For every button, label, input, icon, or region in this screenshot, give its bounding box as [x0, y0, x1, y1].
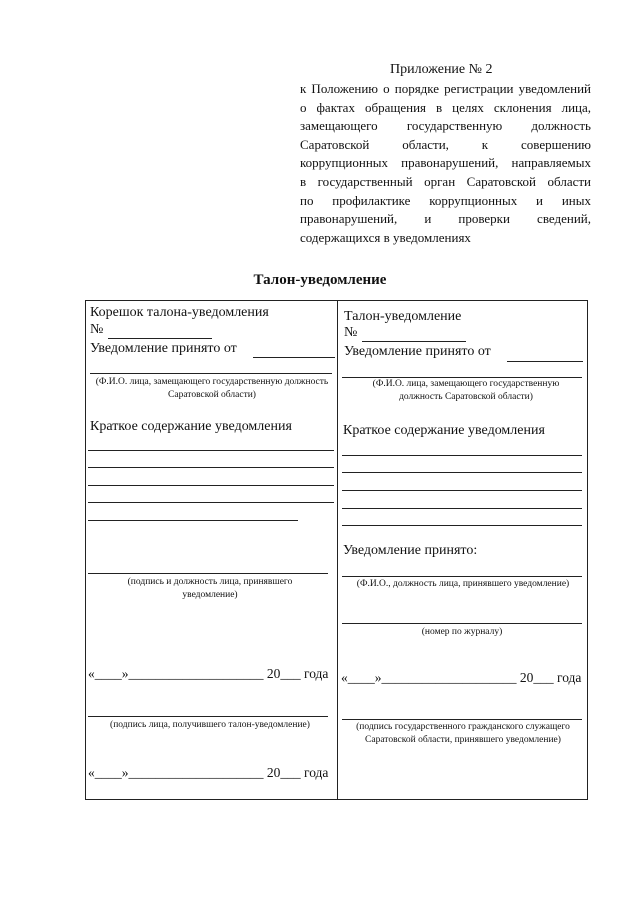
stub-summary-line[interactable] — [88, 502, 334, 503]
coupon-summary-line[interactable] — [342, 472, 582, 473]
appendix-line: к Положению о порядке регистрации уведомлений — [300, 81, 591, 96]
stub-recipient-caption: (подпись лица, получившего талон-уведомление) — [110, 720, 310, 730]
appendix-line: коррупционных правонарушений, направляемых — [300, 155, 591, 171]
coupon-servant-line[interactable] — [342, 719, 582, 720]
coupon-summary-line[interactable] — [342, 508, 582, 509]
coupon-summary-label: Краткое содержание уведомления — [343, 423, 545, 438]
coupon-acceptor-caption: (Ф.И.О., должность лица, принявшего уведомление) — [356, 579, 570, 589]
coupon-date[interactable]: «____»____________________ 20___ года — [341, 670, 582, 685]
appendix-description — [300, 80, 591, 247]
stub-fio-line[interactable] — [90, 373, 332, 374]
stub-number-line[interactable] — [108, 338, 212, 339]
coupon-acceptor-line[interactable] — [342, 576, 582, 577]
coupon-journal-caption: (номер по журналу) — [421, 627, 503, 637]
stub-summary-line[interactable] — [88, 467, 334, 468]
stub-summary-line[interactable] — [88, 520, 298, 521]
appendix-line: Саратовской области, к совершению — [300, 136, 591, 152]
stub-summary-line[interactable] — [88, 450, 334, 451]
coupon-title: Талон-уведомление — [344, 309, 462, 324]
appendix-line: о фактах обращения в целях склонения лица, — [300, 99, 591, 115]
coupon-summary-line[interactable] — [342, 490, 582, 491]
coupon-summary-line[interactable] — [342, 455, 582, 456]
stub-received-from: Уведомление принято от — [90, 341, 237, 356]
coupon-summary-line[interactable] — [342, 525, 582, 526]
stub-date-2[interactable]: «____»____________________ 20___ года — [88, 765, 329, 780]
coupon-journal-line[interactable] — [342, 623, 582, 624]
stub-signature-line[interactable] — [88, 573, 328, 574]
appendix-line: содержащихся в уведомлениях — [300, 229, 471, 245]
coupon-number-line[interactable] — [362, 341, 466, 342]
coupon-received-from: Уведомление принято от — [344, 344, 491, 359]
coupon-accepted-label: Уведомление принято: — [343, 543, 478, 558]
appendix-title: Приложение № 2 — [390, 62, 493, 77]
stub-summary-label: Краткое содержание уведомления — [90, 419, 292, 434]
stub-title: Корешок талона-уведомления — [90, 305, 269, 320]
appendix-line: в государственный орган Саратовской области — [300, 173, 591, 189]
stub-fio-caption: (Ф.И.О. лица, замещающего государственную должность Саратовской области) — [95, 377, 329, 400]
coupon-servant-caption: (подпись государственного гражданского служащего Саратовской области, принявшего уведомление) — [356, 722, 570, 745]
appendix-line: по профилактике коррупционных и иных — [300, 192, 591, 208]
stub-date[interactable]: «____»____________________ 20___ года — [88, 666, 329, 681]
document-title: Талон-уведомление — [253, 272, 387, 288]
stub-summary-line[interactable] — [88, 485, 334, 486]
stub-number-label: № — [90, 322, 104, 337]
appendix-line: замещающего государственную должность — [300, 118, 591, 134]
appendix-line: правонарушений, и проверки сведений, — [300, 211, 591, 227]
coupon-number-label: № — [344, 325, 358, 340]
stub-signature-caption: (подпись и должность лица, принявшего уведомление) — [127, 577, 293, 600]
coupon-received-from-line[interactable] — [507, 361, 583, 362]
stub-received-from-line[interactable] — [253, 357, 335, 358]
column-divider — [337, 300, 338, 800]
coupon-fio-caption: (Ф.И.О. лица, замещающего государственную должность Саратовской области) — [372, 379, 560, 402]
stub-recipient-line[interactable] — [88, 716, 328, 717]
